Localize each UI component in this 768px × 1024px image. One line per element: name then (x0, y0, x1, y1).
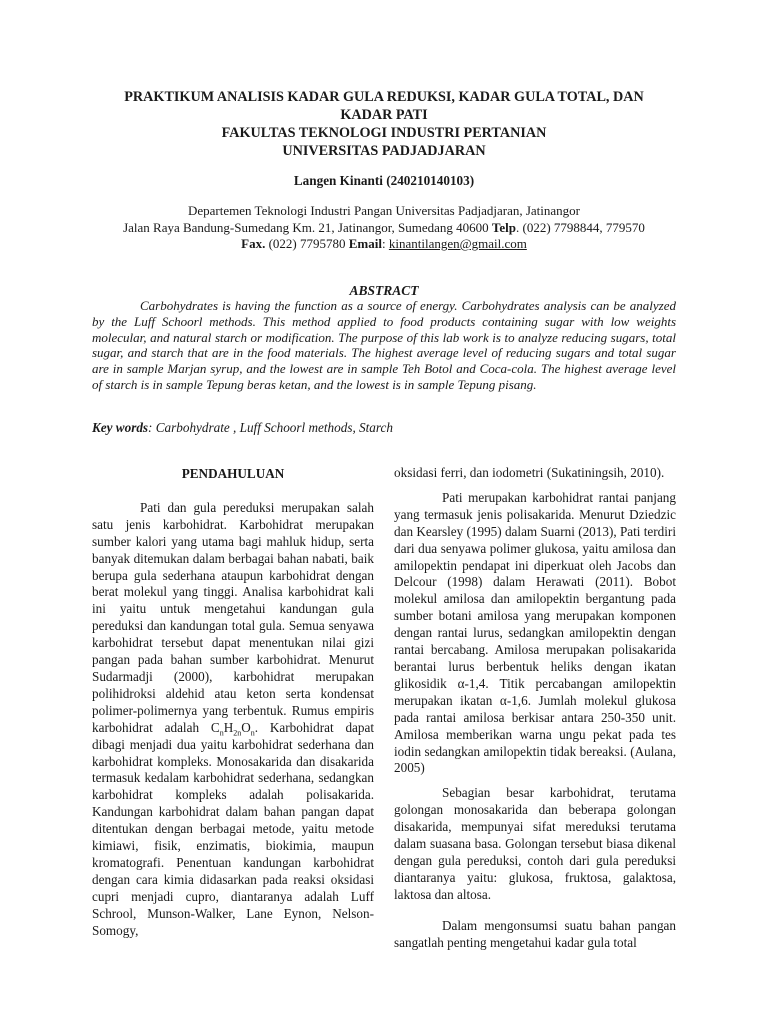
right-paragraph-4: Dalam mengonsumsi suatu bahan pangan sangatlah penting mengetahui kadar gula total (394, 917, 676, 950)
email-colon: : (382, 236, 389, 251)
left-column (92, 466, 374, 947)
title-line-2: KADAR PATI (340, 107, 428, 123)
right-paragraph-2: Pati merupakan karbohidrat rantai panjang yang termasuk jenis polisakarida. Menurut Dziedzic dan Kearsley (1995) dalam Suarni (2013), Pati terdiri dari dua senyawa polimer glukosa, yaitu amilosa dan amilopektin pendapat ini diperkuat oleh Jacobs dan Delcour (1998) dalam Herawati (2011). Bobot molekul amilosa dan amilopektin bergantung pada sumber botani amilosa yang merupakan komponen dengan rantai lurus, sedangkan amilopektin dengan rantai bercabang. Amilosa merupakan polisakarida berantai lurus berbentuk heliks dengan ikatan glikosidik α-1,4. Titik percabangan amilopektin merupakan ikatan α-1,6. Jumlah molekul glukosa pada rantai amilosa berkisar antara 250-350 unit. Amilosa memberikan warna ungu pekat pada tes iodin sedangkan amilopektin tidak bereaksi. (Aulana, 2005) (394, 489, 676, 776)
affiliation-address-line (92, 220, 676, 237)
formula-sub-2n: 2n (233, 728, 242, 738)
formula-sub-n-2: n (250, 728, 255, 738)
title-line-4: UNIVERSITAS PADJADJARAN (282, 143, 486, 159)
affiliation-contact-line (92, 236, 676, 253)
formula-o: O (241, 719, 251, 735)
formula-sub-n: n (219, 728, 224, 738)
fax-value: (022) 7795780 (265, 236, 349, 251)
section-heading-pendahuluan: PENDAHULUAN (181, 466, 285, 481)
email-link[interactable]: kinantilangen@gmail.com (388, 236, 527, 251)
left-paragraph-1-text-a: Pati dan gula pereduksi merupakan salah satu jenis karbohidrat. Karbohidrat merupakan sumber kalori yang utama bagi mahluk hidup, serta banyak ditemukan dalam berbagai bahan nabati, baik berupa gula sederhana ataupun karbohidrat dengan berat molekul yang tinggi. Analisa karbohidrat kali ini yaitu untuk mengetahui kandungan gula pereduksi dan kandungan total gula. Semua senyawa karbohidrat tersebut dapat menentukan nilai gizi pangan pada bahan sumber karbohidrat. Menurut Sudarmadji (2000), karbohidrat merupakan polihidroksi aldehid atau keton serta kondensat polimer-polimernya yang terbentuk. Rumus empiris karbohidrat adalah C (92, 499, 374, 735)
affiliation-department: Departemen Teknologi Industri Pangan Universitas Padjadjaran, Jatinangor (188, 203, 580, 218)
keywords-line (92, 419, 676, 436)
left-paragraph-1 (92, 500, 374, 940)
right-paragraph-1: oksidasi ferri, dan iodometri (Sukatiningsih, 2010). (394, 465, 665, 480)
affiliation-block (92, 203, 676, 253)
keywords-label: Key words (92, 420, 149, 435)
left-paragraph-1-text-b: . Karbohidrat dapat dibagi menjadi dua yaitu karbohidrat sederhana dan karbohidrat kompleks. Monosakarida dan disakarida termasuk kedalam karbohidrat sederhana, sedangkan karbohidrat kompleks adalah polisakarida. Kandungan karbohidrat dalam bahan pangan dapat ditentukan dengan berbagai metode, yaitu metode kimiawi, fisik, enzimatis, biokimia, maupun kromatografi. Penentuan kandungan karbohidrat dengan cara kimia didasarkan pada reaksi oksidasi cupri menjadi cupro, diantaranya adalah Luff Schrool, Munson-Walker, Lane Eynon, Nelson-Somogy, (92, 719, 375, 938)
keywords-value: : Carbohydrate , Luff Schoorl methods, Starch (148, 420, 393, 435)
telp-label: Telp (491, 219, 516, 235)
telp-value: . (022) 7798844, 779570 (516, 219, 645, 235)
paper-title (90, 88, 678, 160)
right-paragraph-3: Sebagian besar karbohidrat, terutama golongan monosakarida dan beberapa golongan disakarida, mempunyai sifat mereduksi terutama dalam suasana basa. Golongan tersebut biasa dikenal dengan gula pereduksi, contoh dari gula pereduksi diantaranya yaitu: glukosa, fruktosa, galaktosa, laktosa dan altosa. (394, 785, 676, 902)
email-label: Email (348, 236, 382, 251)
title-line-1: PRAKTIKUM ANALISIS KADAR GULA REDUKSI, KADAR GULA TOTAL, DAN (124, 89, 644, 105)
right-column (394, 465, 676, 959)
author-name: Langen Kinanti (240210140103) (293, 173, 475, 188)
abstract-body: Carbohydrates is having the function as a source of energy. Carbohydrates analysis can be analyzed by the Luff Schoorl methods. This method applied to food products containing sugar with low weights molecular, and natural starch or modification. The purpose of this lab work is to analyze reducing sugars, total sugar, and starch that are in the food materials. The highest average level of reducing sugars and total sugar are in sample Marjan syrup, and the lowest are in sample Teh Botol and Coca-cola. The highest average level of starch is in sample Tepung beras ketan, and the lowest is in sample Tepung pisang. (92, 298, 676, 392)
formula-h: H (223, 719, 234, 735)
fax-label: Fax. (241, 236, 266, 251)
affiliation-address: Jalan Raya Bandung-Sumedang Km. 21, Jatinangor, Sumedang 40600 (123, 219, 492, 235)
abstract-heading: ABSTRACT (349, 283, 419, 298)
title-line-3: FAKULTAS TEKNOLOGI INDUSTRI PERTANIAN (221, 125, 547, 141)
